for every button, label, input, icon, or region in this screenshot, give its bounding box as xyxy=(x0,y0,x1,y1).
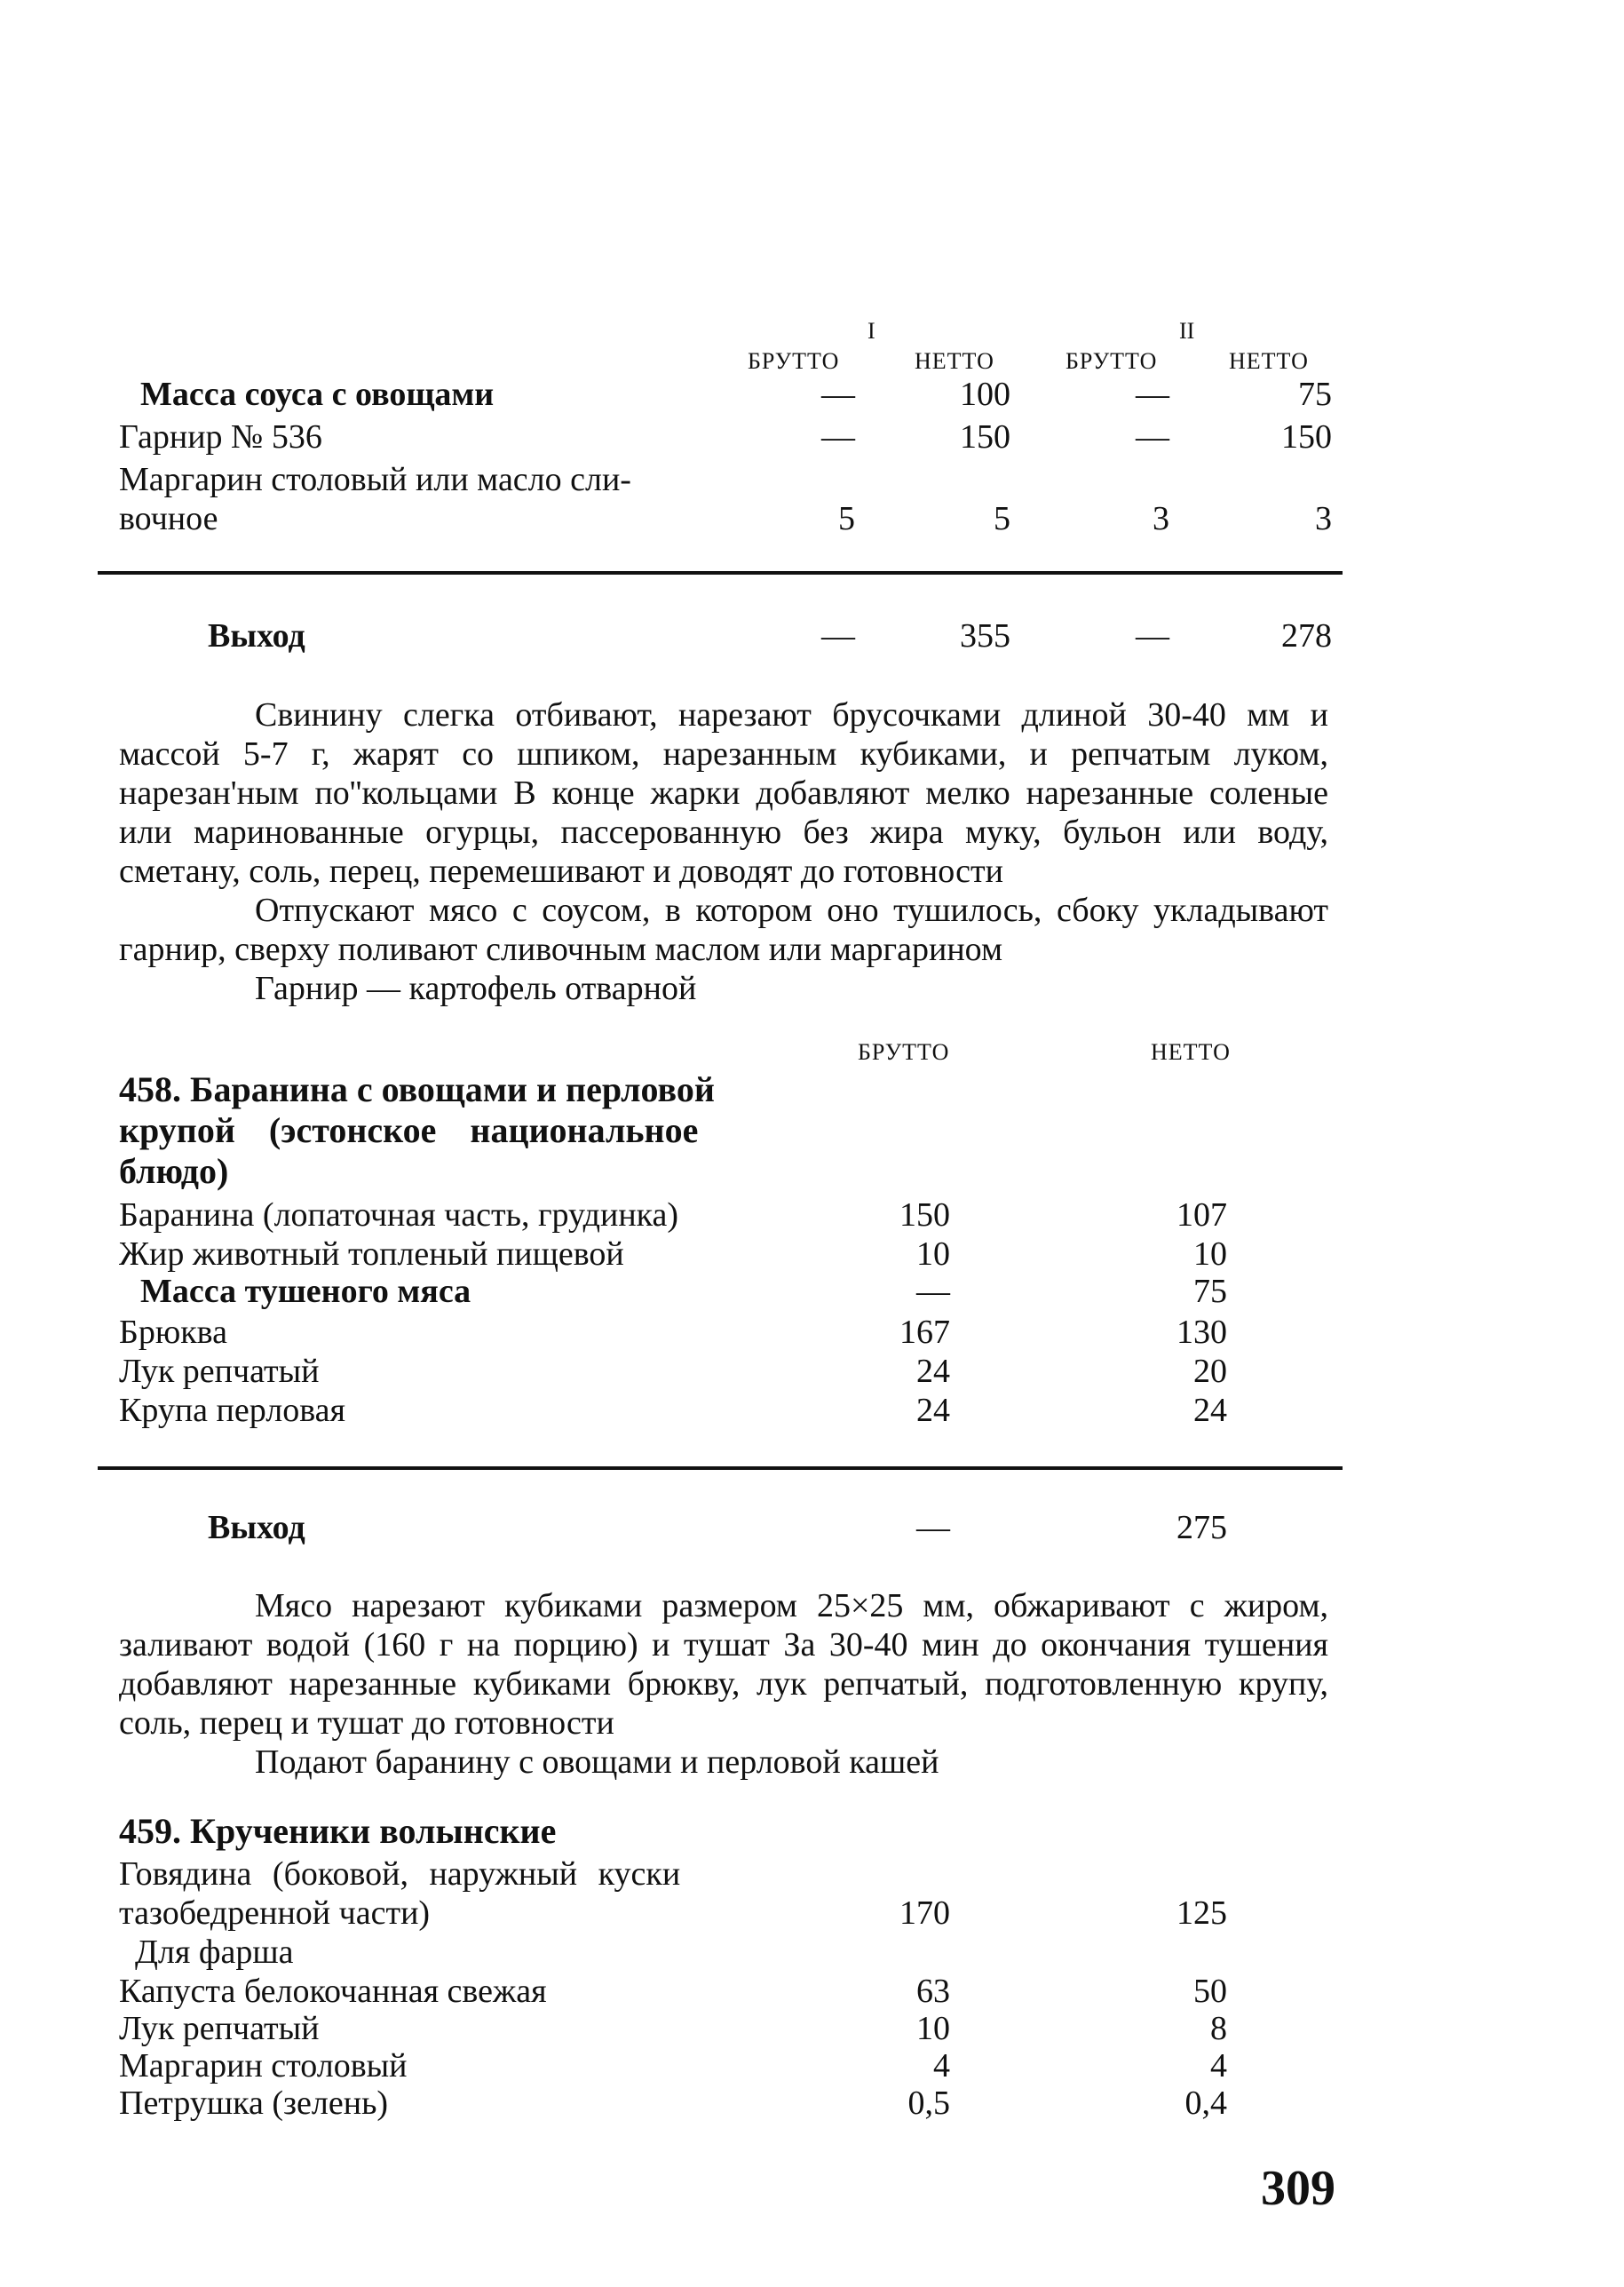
netto-value: 24 xyxy=(1193,1392,1227,1429)
output-label: Выход xyxy=(208,1509,305,1546)
brutto-value: 167 xyxy=(899,1314,950,1351)
recipe-title: 458. Баранина с овощами и перловой xyxy=(119,1069,715,1109)
brutto-value: 24 xyxy=(916,1353,950,1390)
netto-value: 107 xyxy=(1176,1196,1227,1234)
netto-2-value: 75 xyxy=(1298,376,1332,413)
brutto-1-value: — xyxy=(821,418,855,456)
brutto-value: 0,5 xyxy=(907,2085,950,2122)
preparation-text xyxy=(119,695,1328,1008)
ingredient-name: Баранина (лопаточная часть, грудинка) xyxy=(119,1196,679,1234)
ingredient-name: Крупа перловая xyxy=(119,1392,345,1429)
preparation-text xyxy=(119,1586,1328,1782)
ingredient-name: Масса тушеного мяса xyxy=(140,1273,471,1310)
netto-value: 0,4 xyxy=(1184,2085,1227,2122)
brutto-value: 10 xyxy=(916,1235,950,1273)
ingredient-name: Капуста белокочанная свежая xyxy=(119,1973,547,2010)
output-brutto-2: — xyxy=(1136,617,1169,655)
ingredient-name: Петрушка (зелень) xyxy=(119,2085,389,2122)
output-netto-2: 278 xyxy=(1281,617,1332,655)
paragraph: Отпускают мясо с соусом, в котором оно тушилось, сбоку укладывают гарнир, сверху поливают сливочным маслом или маргарином xyxy=(119,892,1328,968)
column-group-2-label: II xyxy=(1179,318,1195,344)
table-divider xyxy=(98,571,1343,575)
section-label: Для фарша xyxy=(135,1934,294,1971)
netto-value: 20 xyxy=(1193,1353,1227,1390)
netto-1-value: 5 xyxy=(994,500,1010,537)
ingredient-name: Говядина (боковой, наружный куски xyxy=(119,1855,681,1893)
ingredient-name-continued: вочное xyxy=(119,500,218,537)
netto-value: 4 xyxy=(1210,2047,1227,2085)
brutto-value: 150 xyxy=(899,1196,950,1234)
netto-2-value: 3 xyxy=(1315,500,1332,537)
output-netto: 275 xyxy=(1176,1509,1227,1546)
header-brutto: БРУТТО xyxy=(858,1039,950,1065)
recipe-title-line-2: крупой (эстонское национальное xyxy=(119,1110,699,1150)
header-brutto-2: БРУТТО xyxy=(1066,348,1158,374)
brutto-2-value: — xyxy=(1136,376,1169,413)
netto-1-value: 100 xyxy=(960,376,1010,413)
ingredient-name-continued: тазобедренной части) xyxy=(119,1894,431,1932)
paragraph: Подают баранину с овощами и перловой кашей xyxy=(255,1743,939,1781)
recipe-title: 459. Кручeники волынские xyxy=(119,1811,557,1851)
brutto-value: 4 xyxy=(933,2047,950,2085)
netto-value: 10 xyxy=(1193,1235,1227,1273)
ingredient-name: Жир животный топленый пищевой xyxy=(119,1235,624,1273)
brutto-2-value: — xyxy=(1136,418,1169,456)
ingredient-name: Гарнир № 536 xyxy=(119,418,322,456)
recipe-title-line-3: блюдо) xyxy=(119,1151,229,1191)
netto-2-value: 150 xyxy=(1281,418,1332,456)
paragraph: Гарнир — картофель отварной xyxy=(255,970,697,1007)
ingredient-name: Маргарин столовый или масло сли- xyxy=(119,461,631,498)
netto-value: 8 xyxy=(1210,2010,1227,2047)
output-label: Выход xyxy=(208,617,305,655)
header-netto-2: НЕТТО xyxy=(1229,348,1309,374)
netto-value: 75 xyxy=(1193,1273,1227,1310)
output-brutto-1: — xyxy=(821,617,855,655)
ingredient-name: Лук репчатый xyxy=(119,2010,320,2047)
brutto-value: 10 xyxy=(916,2010,950,2047)
paragraph: Свинину слегка отбивают, нарезают брусочками длиной 30-40 мм и массой 5-7 г, жарят со шпиком, нарезанным кубиками, и репчатым луком, нарезан'ным по''кольцами В конце жарки добавляют мелко нарезанные соленые или маринованные огурцы, пассерованную без жира муку, бульон или воду, сметану, соль, перец, перемешивают и доводят до готовности xyxy=(119,696,1328,890)
brutto-2-value: 3 xyxy=(1153,500,1169,537)
ingredient-name: Лук репчатый xyxy=(119,1353,320,1390)
brutto-value: 170 xyxy=(899,1894,950,1932)
output-brutto: — xyxy=(916,1509,950,1546)
ingredient-name: Маргарин столовый xyxy=(119,2047,408,2085)
brutto-value: 24 xyxy=(916,1392,950,1429)
header-brutto-1: БРУТТО xyxy=(748,348,840,374)
header-netto-1: НЕТТО xyxy=(915,348,994,374)
page-number: 309 xyxy=(1261,2161,1335,2216)
ingredient-name: Масса соуса с овощами xyxy=(140,376,495,413)
brutto-1-value: 5 xyxy=(838,500,855,537)
output-netto-1: 355 xyxy=(960,617,1010,655)
ingredient-name: Брюква xyxy=(119,1314,227,1351)
brutto-1-value: — xyxy=(821,376,855,413)
paragraph: Мясо нарезают кубиками размером 25×25 мм, обжаривают с жиром, заливают водой (160 г на порцию) и тушат За 30-40 мин до окончания тушения добавляют нарезанные кубиками брюкву, лук репчатый, подготовленную крупу, соль, перец и тушат до готовности xyxy=(119,1587,1328,1742)
table-divider xyxy=(98,1466,1343,1470)
column-group-1-label: I xyxy=(867,318,875,344)
header-netto: НЕТТО xyxy=(1151,1039,1231,1065)
netto-value: 125 xyxy=(1176,1894,1227,1932)
brutto-value: 63 xyxy=(916,1973,950,2010)
brutto-value: — xyxy=(916,1273,950,1310)
netto-value: 50 xyxy=(1193,1973,1227,2010)
netto-value: 130 xyxy=(1176,1314,1227,1351)
netto-1-value: 150 xyxy=(960,418,1010,456)
